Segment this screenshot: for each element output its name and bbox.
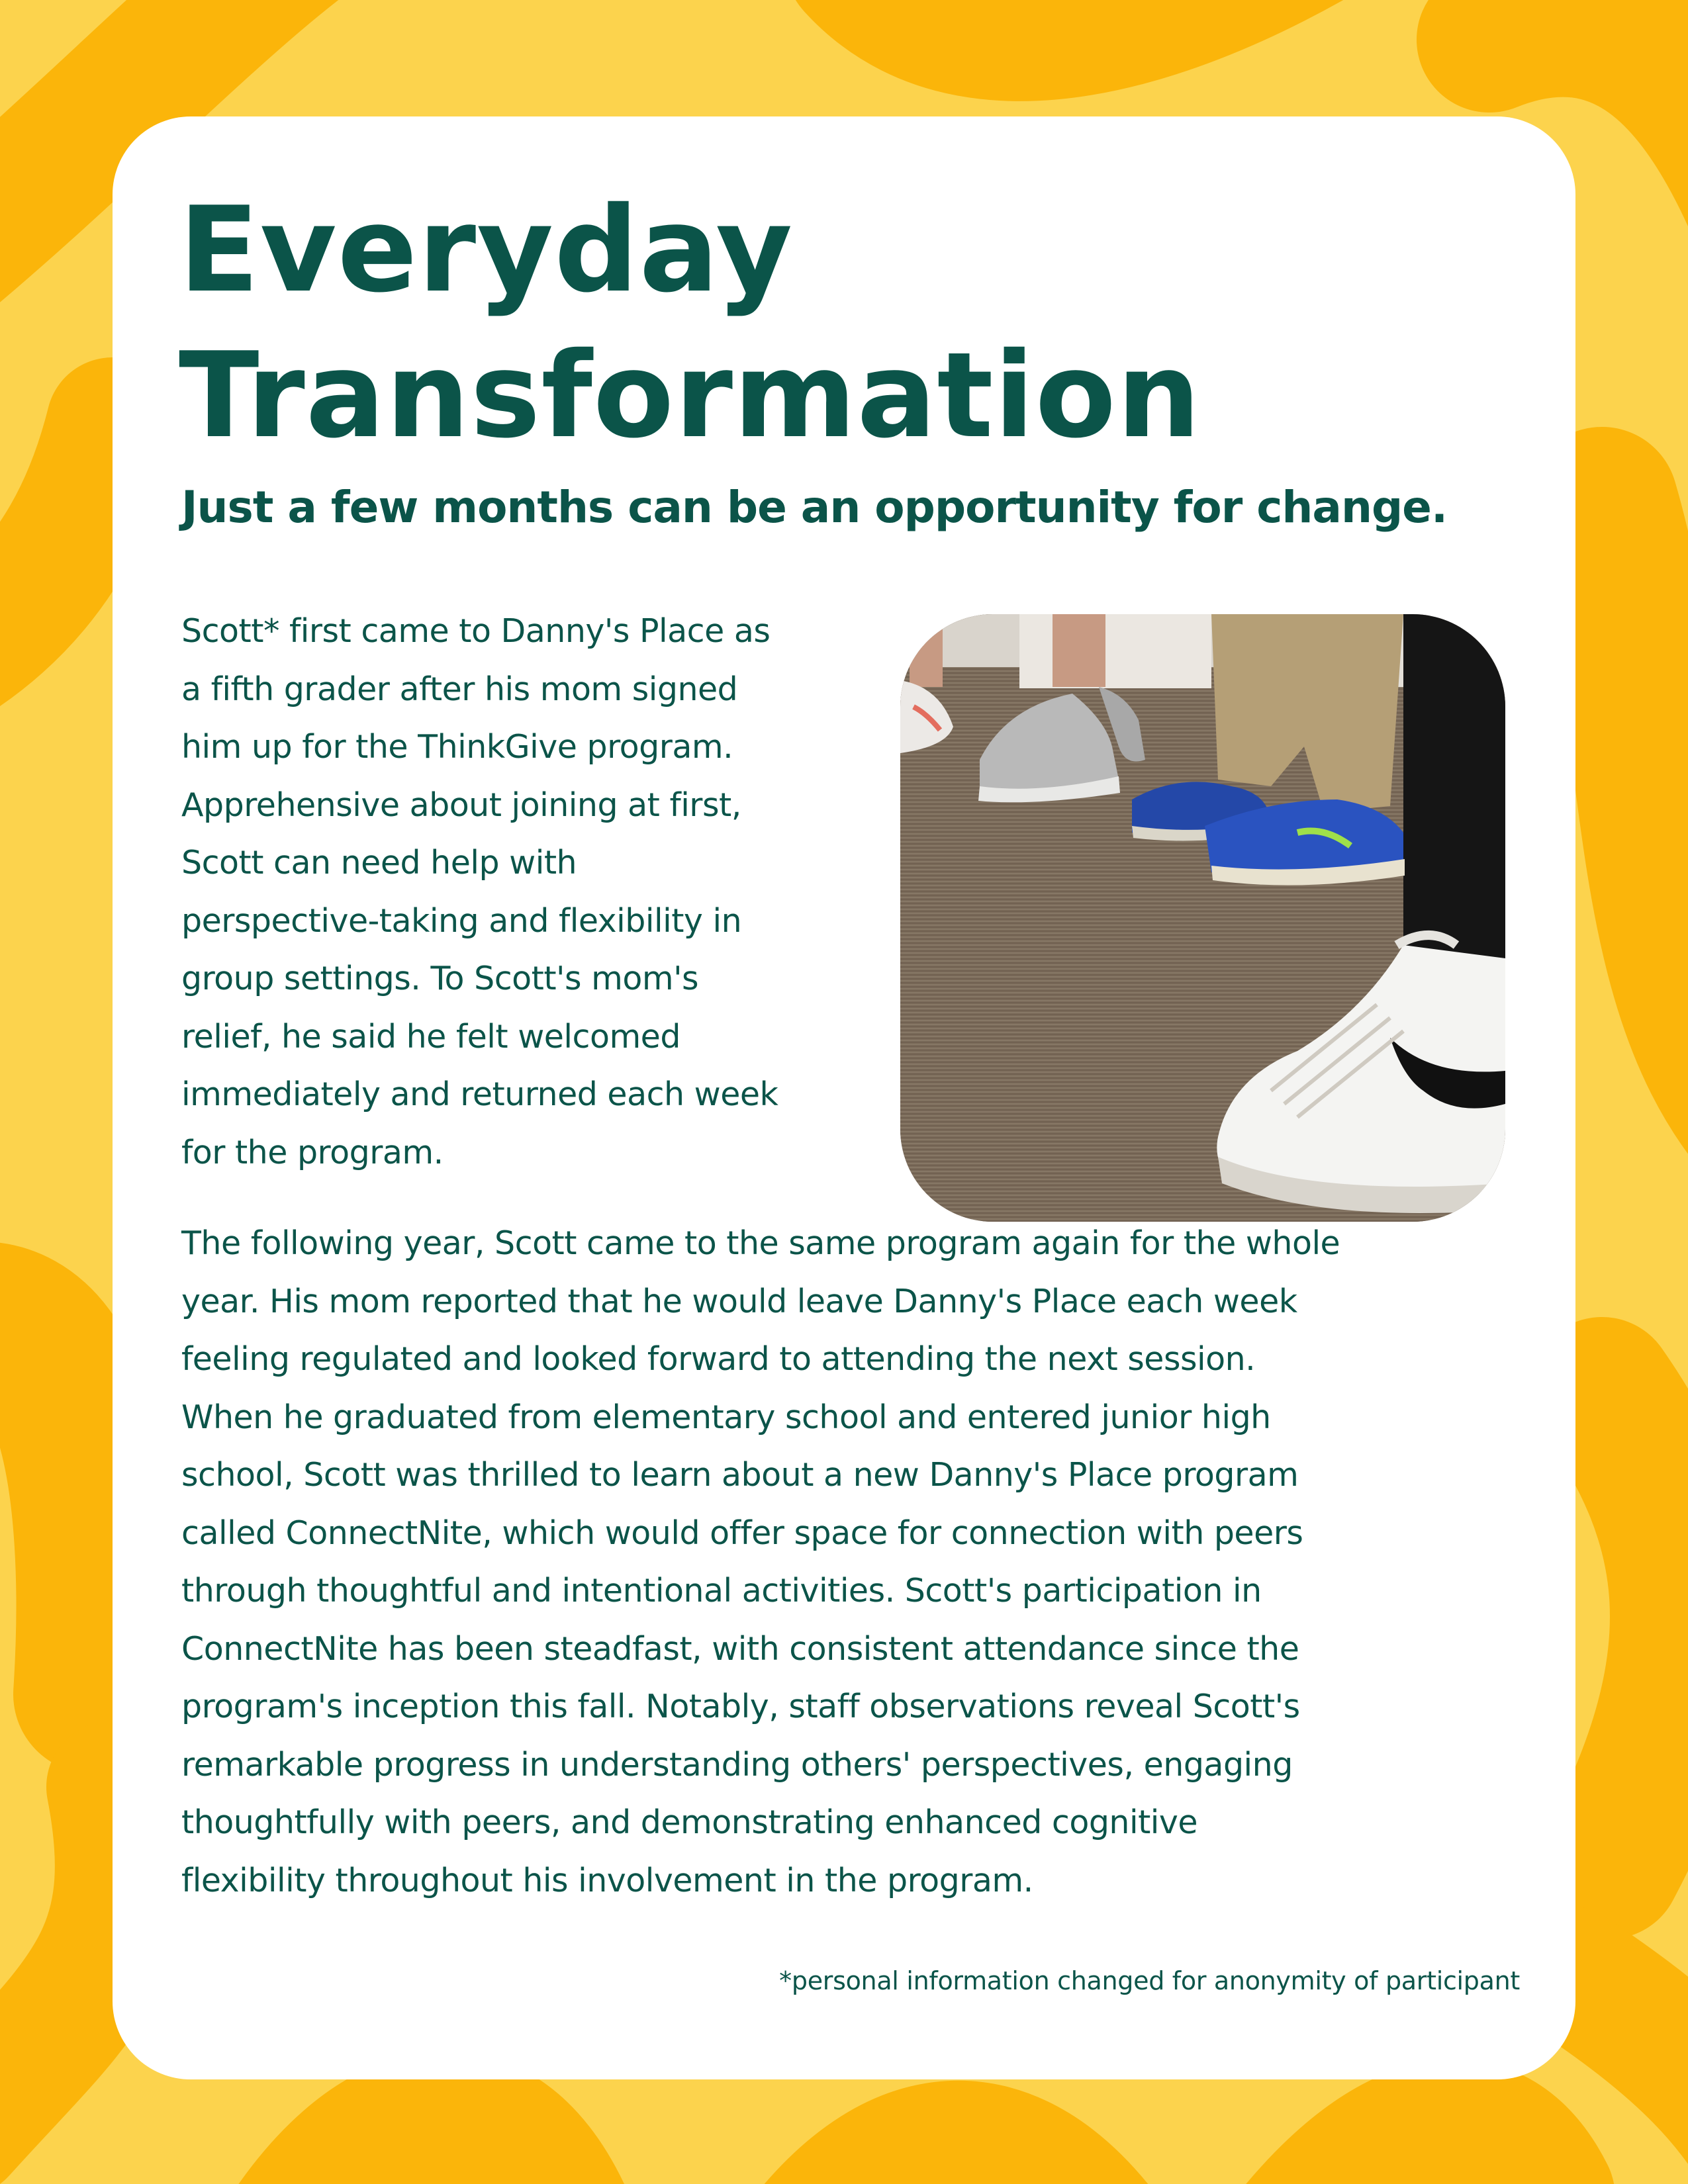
- paragraph-2-line: When he graduated from elementary school and entered junior high: [181, 1398, 1271, 1436]
- story-card: [113, 116, 1575, 2079]
- paragraph-1-line: Scott can need help with: [181, 844, 577, 882]
- anonymity-footnote: *personal information changed for anonymity of participant: [779, 1966, 1520, 1995]
- paragraph-2-line: program's inception this fall. Notably, staff observations reveal Scott's: [181, 1688, 1300, 1725]
- paragraph-2-line: feeling regulated and looked forward to attending the next session.: [181, 1340, 1256, 1378]
- paragraph-1-line: perspective-taking and flexibility in: [181, 901, 742, 940]
- story-paragraph-2: [181, 1214, 1558, 1909]
- paragraph-2-line: year. His mom reported that he would leave Danny's Place each week: [181, 1282, 1297, 1320]
- paragraph-1-line: for the program.: [181, 1133, 444, 1171]
- paragraph-2-line: called ConnectNite, which would offer space for connection with peers: [181, 1514, 1303, 1552]
- sneakers-photo: [900, 614, 1505, 1222]
- paragraph-2-line: through thoughtful and intentional activities. Scott's participation in: [181, 1572, 1262, 1610]
- title-line-1: Everyday: [179, 181, 794, 318]
- paragraph-1-line: a fifth grader after his mom signed: [181, 670, 738, 708]
- paragraph-2-line: ConnectNite has been steadfast, with consistent attendance since the: [181, 1629, 1299, 1668]
- paragraph-1-line: Apprehensive about joining at first,: [181, 786, 741, 824]
- paragraph-2-line: The following year, Scott came to the same program again for the whole: [181, 1224, 1340, 1262]
- paragraph-2-line: remarkable progress in understanding others' perspectives, engaging: [181, 1745, 1293, 1784]
- paragraph-1-line: relief, he said he felt welcomed: [181, 1017, 680, 1056]
- page-subtitle: Just a few months can be an opportunity for change.: [181, 482, 1448, 533]
- paragraph-1-line: group settings. To Scott's mom's: [181, 960, 699, 997]
- page-title: [179, 177, 1436, 469]
- paragraph-2-line: thoughtfully with peers, and demonstrating enhanced cognitive: [181, 1803, 1198, 1841]
- title-line-2: Transformation: [179, 327, 1201, 464]
- paragraph-2-line: school, Scott was thrilled to learn about a new Danny's Place program: [181, 1456, 1299, 1494]
- paragraph-1-line: Scott* first came to Danny's Place as: [181, 612, 771, 650]
- paragraph-1-line: him up for the ThinkGive program.: [181, 728, 733, 766]
- paragraph-1-line: immediately and returned each week: [181, 1075, 778, 1113]
- story-paragraph-1: [181, 602, 976, 1181]
- paragraph-2-line: flexibility throughout his involvement in the program.: [181, 1861, 1033, 1899]
